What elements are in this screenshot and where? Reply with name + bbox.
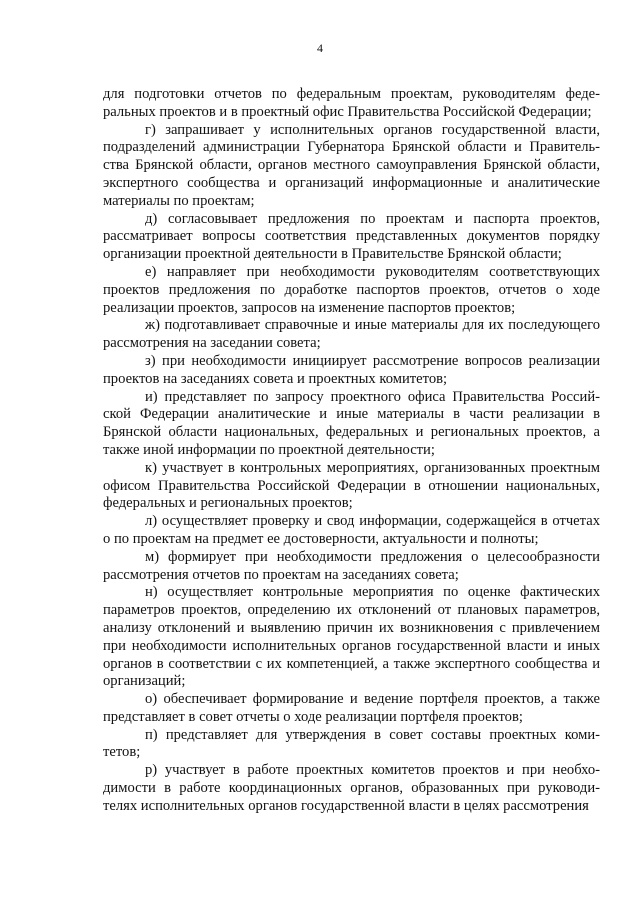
paragraph-item-i: и) представляет по запросу проектного офиса Правительства Россий-ской Федерации аналитические и иные материалы в части реализации в Брянской области национальных, федеральных и региональных проектов, а также иной информации по проектной деятельности; [103, 388, 600, 458]
paragraph-item-l: л) осуществляет проверку и свод информации, содержащейся в отчетах о по проектам на предмет ее достоверности, актуальности и полноты; [103, 513, 600, 547]
paragraph-item-o: о) обеспечивает формирование и ведение портфеля проектов, а также представляет в совет отчеты о ходе реализации портфеля проектов; [103, 691, 600, 725]
paragraph-item-e: е) направляет при необходимости руководителям соответствующих проектов предложения по доработке паспортов проектов, отчетов о ходе реализации проектов, запросов на изменение паспортов проектов; [103, 263, 600, 316]
paragraph-item-g: г) запрашивает у исполнительных органов государственной власти, подразделений администрации Губернатора Брянской области и Правитель-ства Брянской области, органов местного самоуправления Брянской области, экспертного сообщества и организаций информационные и аналитические материалы по проектам; [103, 121, 600, 209]
page-number: 4 [317, 41, 323, 55]
paragraph-item-k: к) участвует в контрольных мероприятиях, организованных проектным офисом Правительства Российской Федерации в отношении национальных, федеральных и региональных проектов; [103, 459, 600, 512]
paragraph-item-n: н) осуществляет контрольные мероприятия по оценке фактических параметров проектов, определению их отклонений от плановых параметров, анализу отклонений и выявлению причин их возникновения с привлечением при необходимости исполнительных органов государственной власти и иных органов в соответствии с их компетенцией, а также экспертного сообщества и организаций; [103, 584, 600, 690]
paragraph-item-d: д) согласовывает предложения по проектам и паспорта проектов, рассматривает вопросы соответствия представленных документов порядку организации проектной деятельности в Правительстве Брянской области; [103, 210, 600, 263]
paragraph-item-r: р) участвует в работе проектных комитетов проектов и при необхо-димости в работе координационных органов, образованных при руководи-телях исполнительных органов государственной власти в целях рассмотрения [103, 762, 600, 814]
paragraph-item-z: з) при необходимости инициирует рассмотрение вопросов реализации проектов на заседаниях совета и проектных комитетов; [103, 352, 600, 387]
paragraph-item-zh: ж) подготавливает справочные и иные материалы для их последующего рассмотрения на заседании совета; [103, 317, 600, 352]
paragraph-item-m: м) формирует при необходимости предложения о целесообразности рассмотрения отчетов по проектам на заседаниях совета; [103, 548, 600, 583]
paragraph-continuation: для подготовки отчетов по федеральным проектам, руководителям феде-ральных проектов и в проектный офис Правительства Российской Федерации; [103, 86, 600, 120]
document-body [103, 86, 600, 816]
paragraph-item-p: п) представляет для утверждения в совет составы проектных коми-тетов; [103, 726, 600, 761]
